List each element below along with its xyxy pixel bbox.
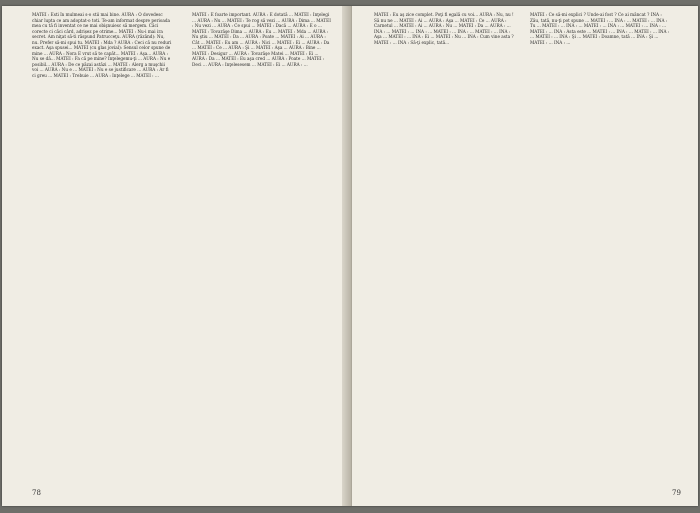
left-page-number: 78 bbox=[32, 489, 41, 497]
left-column-2: MATEI : E foarte important. AURA : E dotată ... MATEI : Inţelegi ... AURA : Nu ... MATEI : Te rog să vezi ... AURA : Dima ... MATEI : Nu vezi ... AURA : Ce spui ... MATEI : Dacă ... AURA : E o ... MATEI : Tovarăşe Dima ... AURA : Eu ... MATEI : Mda ... AURA : Nu ştiu ... MATEI : Da ... AURA : Poate ... MATEI : Ai ... AURA : Cât ... MATEI : Eu am ... AURA : Nici ... MATEI : Ei ... AURA : Da ... MATEI : Ce ... AURA : Şi ... MATEI : Aşa ... AURA : Bine ... MATEI : Desigur ... AURA : Tovarăşe Matei ... MATEI : Ei ... AURA : Da ... MATEI : Eu aşa cred ... AURA : Poate ... MATEI : Deci ... AURA : Inţelesesem ... MATEI : Ei ... AURA : ... bbox=[192, 12, 331, 67]
left-page bbox=[2, 6, 348, 506]
right-column-1: MATEI : Eu aş zice complet. Poţi fi egală cu voi... AURA : Nu, nu ! Să nu ne ... MATEI : Ai ... AURA : Aşa ... MATEI : Ce ... AURA : Carnetul ... MATEI : Ai ... AURA : Nu ... MATEI : Da ... AURA : ... INA : ... MATEI : ... INA : ... MATEI : ... INA : ... MATEI : ... INA : Aşa ... MATEI : ... INA : Ei ... MATEI : Nu ... INA : Cum vine asta ? MATEI : ... INA : Să-ţi explic, tată... bbox=[374, 12, 514, 45]
open-book bbox=[2, 6, 698, 506]
left-column-1: MATEI : Esti în mulmeai s-o stii mai bine. AURA : O dovedesc chiar lupta ce am adoptat-o toti. Te-am informat despre perioada mea cu tă fi inventat ce ne mai obişnuiesc să mergem. Căci corecte ci căci cârd, adrișez pe otrime... MATEI : Nu-i mai ira secret. Am niţat să-ti răspund Patrucceţu. AURA (râzând): Nu, nu. Prefer să-mi spui tu. MATEI : Mda ? AURA : Ceci că nu reduri exact. Aşa spusei... MATEI (cu glas jovial): Sensul celor spune de mine ... AURA : Nora E vrut să te capăt... MATEI : Aşa... AURA : Nu se dă... MATEI : Fa că pe mine? Inţelegemu-ţi ... AURA : Nu e posibil... AURA : De ce păzai astăzi ... MATEI : Alerg a muşchii voi ... AURA : Nu e ... MATEI : Nu e se justificare ... AURA : Ar fi ci greu ... MATEI : Trebuie ... AURA : Inţelege ... MATEI : ... bbox=[32, 12, 172, 78]
right-column-2: MATEI : Ce să-mi explici ? Unde-ai fost ? Ce ai mâncat ? INA : Zău, tată, nu-ţi pot spune ... MATEI : ... INA : ... MATEI : ... INA : Tu ... MATEI : ... INA : ... MATEI : ... INA : ... MATEI : ... INA : ... MATEI : ... INA : Asta este ... MATEI : ... INA : ... MATEI : ... INA : ... MATEI : ... INA : Şi ... MATEI : Doamne, tată ... INA : Şi ... MATEI : ... INA : ... bbox=[530, 12, 670, 45]
right-page-number: 79 bbox=[672, 489, 681, 497]
right-page bbox=[352, 6, 698, 506]
